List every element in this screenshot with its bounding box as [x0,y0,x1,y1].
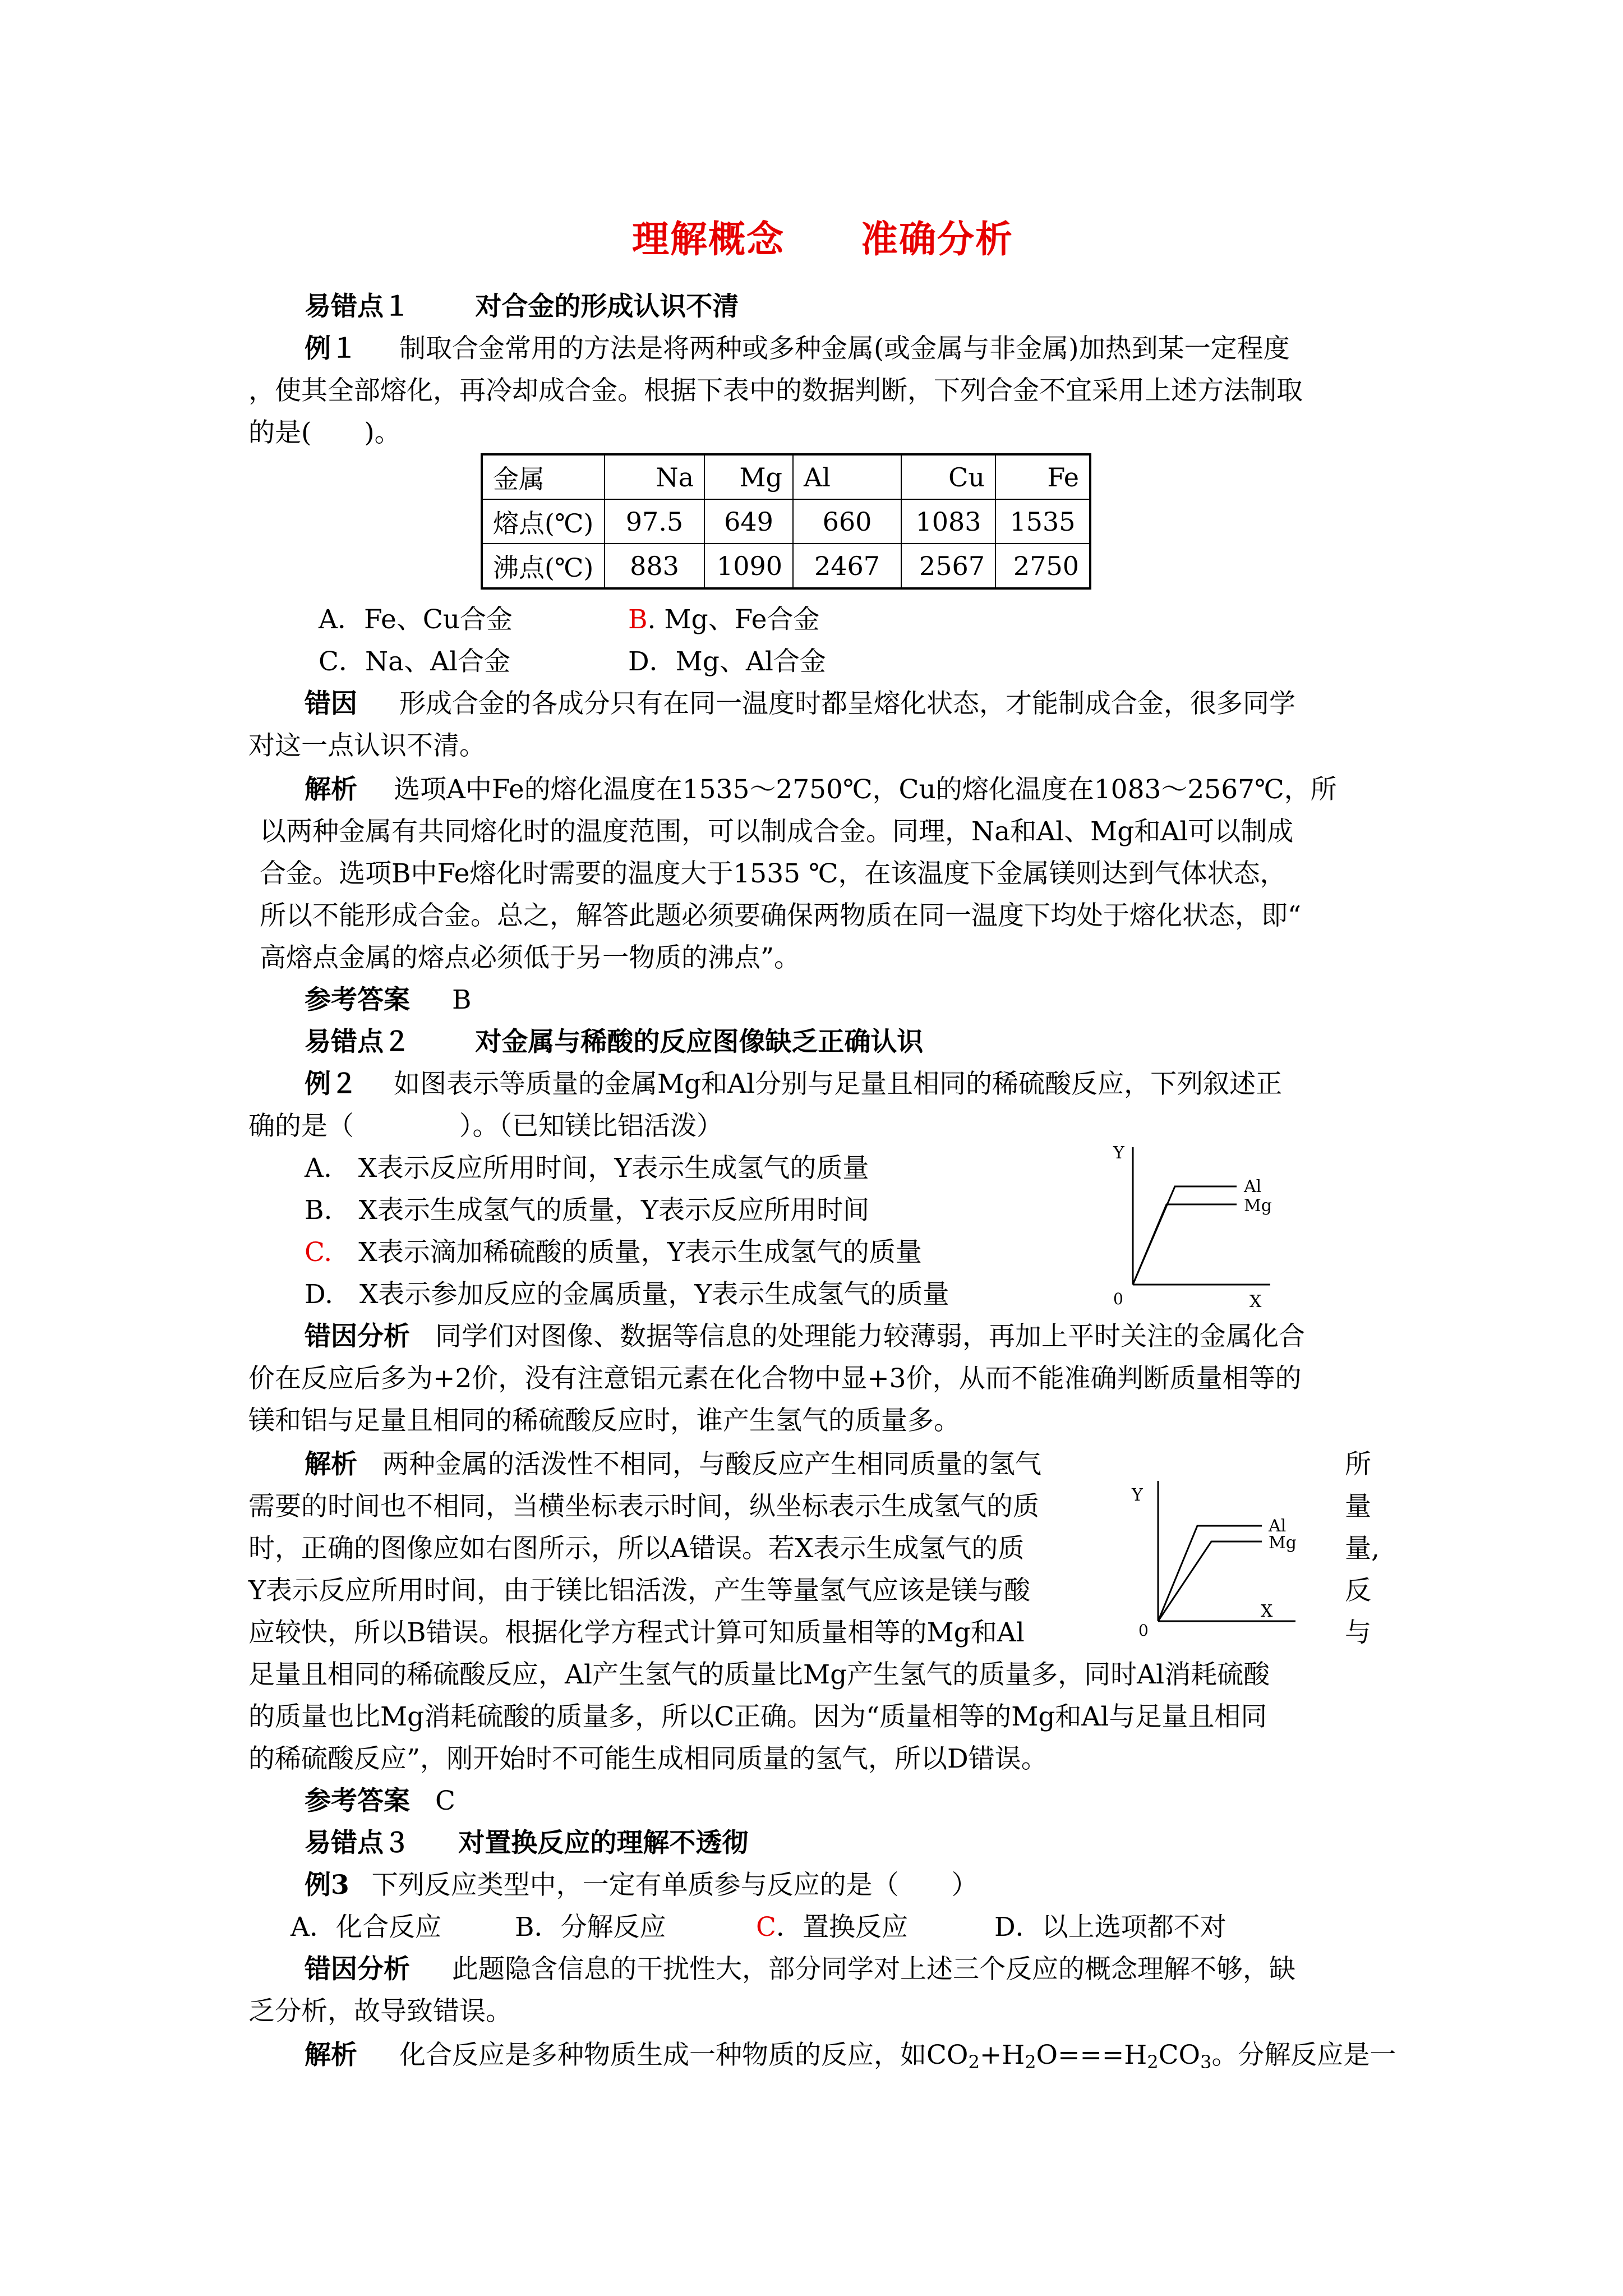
cause-text: 形成合金的各成分只有在同一温度时都呈熔化状态，才能制成合金，很多同学 [399,688,1295,719]
table-cell: Al [793,454,901,499]
answer-label: 参考答案 [305,1786,410,1816]
option-a: A．Fe、Cu合金 [319,604,513,635]
x-axis-label: X [1261,1602,1273,1621]
x-axis-label: X [1249,1292,1262,1312]
table-cell: 金属 [482,454,605,499]
option-a: A．化合反应 [291,1912,441,1943]
mg-label: Mg [1269,1533,1297,1553]
answer-value: C [435,1786,455,1816]
analysis-2-line-6: 足量且相同的稀硫酸反应，Al产生氢气的质量比Mg产生氢气的质量多，同时Al消耗硫酸 [248,1659,1270,1690]
answer-label: 参考答案 [305,984,410,1015]
analysis-label: 解析 [305,774,357,805]
table-cell: 1090 [704,544,793,588]
example-text: 如图表示等质量的金属Mg和Al分别与足量且相同的稀硫酸反应，下列叙述正 [393,1069,1283,1099]
al-label: Al [1244,1177,1262,1197]
section-label: 易错点２ [305,1027,410,1057]
error-cause-3-line-2: 乏分析，故导致错误。 [248,1996,512,2027]
y-axis-label: Y [1113,1143,1124,1163]
cause-text: 此题隐含信息的干扰性大，部分同学对上述三个反应的概念理解不够，缺 [451,1954,1295,1985]
analysis-text: 选项A中Fe的熔化温度在1535～2750℃，Cu的熔化温度在1083～2567℃，所 [393,774,1337,805]
mg-label: Mg [1244,1196,1272,1216]
wrap-right-text: 反 [1345,1575,1371,1606]
option-d: D．以上选项都不对 [994,1912,1227,1943]
table-row [482,499,1090,544]
analysis-label: 解析 [305,1449,357,1480]
analysis-1-line-2: 以两种金属有共同熔化时的温度范围，可以制成合金。同理，Na和Al、Mg和Al可以制成 [260,816,1294,847]
cause-label: 错因分析 [305,1321,410,1352]
section-title: 对金属与稀酸的反应图像缺乏正确认识 [475,1027,924,1057]
subscript: 2 [1147,2051,1159,2073]
example-text: 制取合金常用的方法是将两种或多种金属(或金属与非金属)加热到某一定程度 [399,333,1290,364]
option-text: . Mg、Fe合金 [647,604,820,635]
section-title: 对置换反应的理解不透彻 [458,1828,749,1858]
analysis-2-line-7: 的质量也比Mg消耗硫酸的质量多，所以C正确。因为“质量相等的Mg和Al与足量且相同 [248,1701,1267,1732]
page-title: 理解概念 准确分析 [632,217,1013,261]
option-b: B．分解反应 [515,1912,666,1943]
analysis-text [399,2040,1396,2073]
table-cell: 97.5 [605,499,704,544]
error-cause-1-line-2: 对这一点认识不清。 [248,730,486,761]
example-1-line-2: ，使其全部熔化，再冷却成合金。根据下表中的数据判断，下列合金不宜采用上述方法制取 [248,375,1303,406]
table-cell: 1083 [901,499,995,544]
origin-label: 0 [1113,1290,1123,1308]
analysis-2-line-4: Y表示反应所用时间，由于镁比铝活泼，产生等量氢气应该是镁与酸 [248,1575,1031,1606]
table-cell: 2467 [793,544,901,588]
analysis-1 [305,776,1337,803]
analysis-2-line-2: 需要的时间也不相同，当横坐标表示时间，纵坐标表示生成氢气的质 [248,1491,1039,1522]
option-d: D．Mg、Al合金 [628,646,826,677]
analysis-1-line-5: 高熔点金属的熔点必须低于另一物质的沸点”。 [260,942,801,973]
analysis-1-line-4: 所以不能形成合金。总之，解答此题必须要确保两物质在同一温度下均处于熔化状态，即“ [260,900,1302,931]
error-cause-2-line-2: 价在反应后多为+2价，没有注意铝元素在化合物中显+3价，从而不能准确判断质量相等的 [248,1363,1302,1394]
wrap-right-text: 与 [1345,1617,1371,1648]
text-part: CO [1158,2040,1201,2070]
correct-option-letter: B [628,604,648,635]
cause-label: 错因 [305,688,357,719]
section-heading-3 [305,1830,748,1856]
example-text: 下列反应类型中，一定有单质参与反应的是（ ） [371,1870,978,1901]
subscript: 2 [1025,2051,1036,2073]
example-label: 例２ [305,1069,357,1099]
analysis-text: 两种金属的活泼性不相同，与酸反应产生相同质量的氢气 [382,1449,1041,1480]
text-part: 。分解反应是一 [1211,2040,1396,2070]
origin-label: 0 [1138,1621,1149,1640]
al-curve [1158,1526,1262,1621]
wrap-right-text: 量, [1345,1533,1380,1564]
analysis-2-line-3: 时，正确的图像应如右图所示，所以A错误。若X表示生成氢气的质 [248,1533,1025,1564]
section-heading-1 [305,293,739,320]
error-cause-2 [305,1323,1305,1350]
section-title: 对合金的形成认识不清 [475,291,739,322]
example-label: 例１ [305,333,357,364]
mg-curve [1133,1204,1237,1285]
table-cell: 熔点(℃) [482,499,605,544]
correct-option-letter: C [756,1912,776,1943]
option-b: B. X表示生成氢气的质量，Y表示反应所用时间 [305,1195,869,1226]
analysis-2-line-8: 的稀硫酸反应”，刚开始时不可能生成相同质量的氢气，所以D错误。 [248,1743,1048,1774]
section-heading-2 [305,1029,923,1055]
answer-value: B [451,984,472,1015]
section-label: 易错点３ [305,1828,410,1858]
table-cell: 2750 [995,544,1090,588]
option-c [756,1912,908,1943]
option-d: D. X表示参加反应的金属质量，Y表示生成氢气的质量 [305,1279,949,1310]
text-part: 化合反应是多种物质生成一种物质的反应，如CO [399,2040,969,2070]
option-a: A. X表示反应所用时间，Y表示生成氢气的质量 [305,1153,869,1184]
section-label: 易错点１ [305,291,410,322]
analysis-label: 解析 [305,2040,357,2070]
correct-option-letter: C. [305,1237,333,1268]
table-cell: Na [605,454,704,499]
example-2-line-1 [305,1071,1282,1097]
table-cell: 883 [605,544,704,588]
al-label: Al [1269,1516,1287,1536]
option-text: ．置换反应 [776,1912,908,1943]
option-b [628,606,820,633]
example-label: 例3 [305,1870,349,1901]
al-curve [1133,1186,1237,1285]
y-axis-label: Y [1132,1485,1143,1505]
answer-1 [305,984,472,1015]
text-part: +H [979,2040,1025,2070]
table-cell: 649 [704,499,793,544]
table-cell: Cu [901,454,995,499]
option-text: X表示滴加稀硫酸的质量，Y表示生成氢气的质量 [332,1237,922,1268]
table-row [482,454,1090,499]
option-c: C．Na、Al合金 [319,646,511,677]
table-cell: Mg [704,454,793,499]
table-row [482,544,1090,588]
table-cell: 660 [793,499,901,544]
wrap-right-text: 所 [1345,1449,1371,1480]
subscript: 2 [968,2051,980,2073]
example-1-line-3: 的是( )。 [248,417,401,448]
example-3-line-1 [305,1870,978,1901]
error-cause-3 [305,1954,1295,1985]
reaction-graph-figure-2 [1122,1470,1312,1644]
subscript: 3 [1200,2051,1212,2073]
wrap-right-text: 量 [1345,1491,1371,1522]
example-2-line-2: 确的是（ ）。（已知镁比铝活泼） [248,1111,723,1142]
analysis-2-line-5: 应较快，所以B错误。根据化学方程式计算可知质量相等的Mg和Al [248,1617,1025,1648]
error-cause-2-line-3: 镁和铝与足量且相同的稀硫酸反应时，谁产生氢气的质量多。 [248,1405,960,1436]
cause-text: 同学们对图像、数据等信息的处理能力较薄弱，再加上平时关注的金属化合 [435,1321,1305,1352]
analysis-2 [305,1451,1041,1478]
example-1-line-1 [305,335,1290,362]
analysis-3 [305,2040,1396,2073]
analysis-1-line-3: 合金。选项B中Fe熔化时需要的温度大于1535 ℃，在该温度下金属镁则达到气体状态， [260,858,1287,889]
answer-2 [305,1788,455,1814]
text-part: O===H [1036,2040,1147,2070]
cause-label: 错因分析 [305,1954,410,1985]
reaction-graph-figure-1 [1099,1136,1290,1321]
table-cell: 2567 [901,544,995,588]
error-cause-1 [305,688,1295,719]
table-cell: Fe [995,454,1090,499]
melting-boiling-table [481,453,1091,590]
table-cell: 1535 [995,499,1090,544]
option-c [305,1239,922,1266]
table-cell: 沸点(℃) [482,544,605,588]
